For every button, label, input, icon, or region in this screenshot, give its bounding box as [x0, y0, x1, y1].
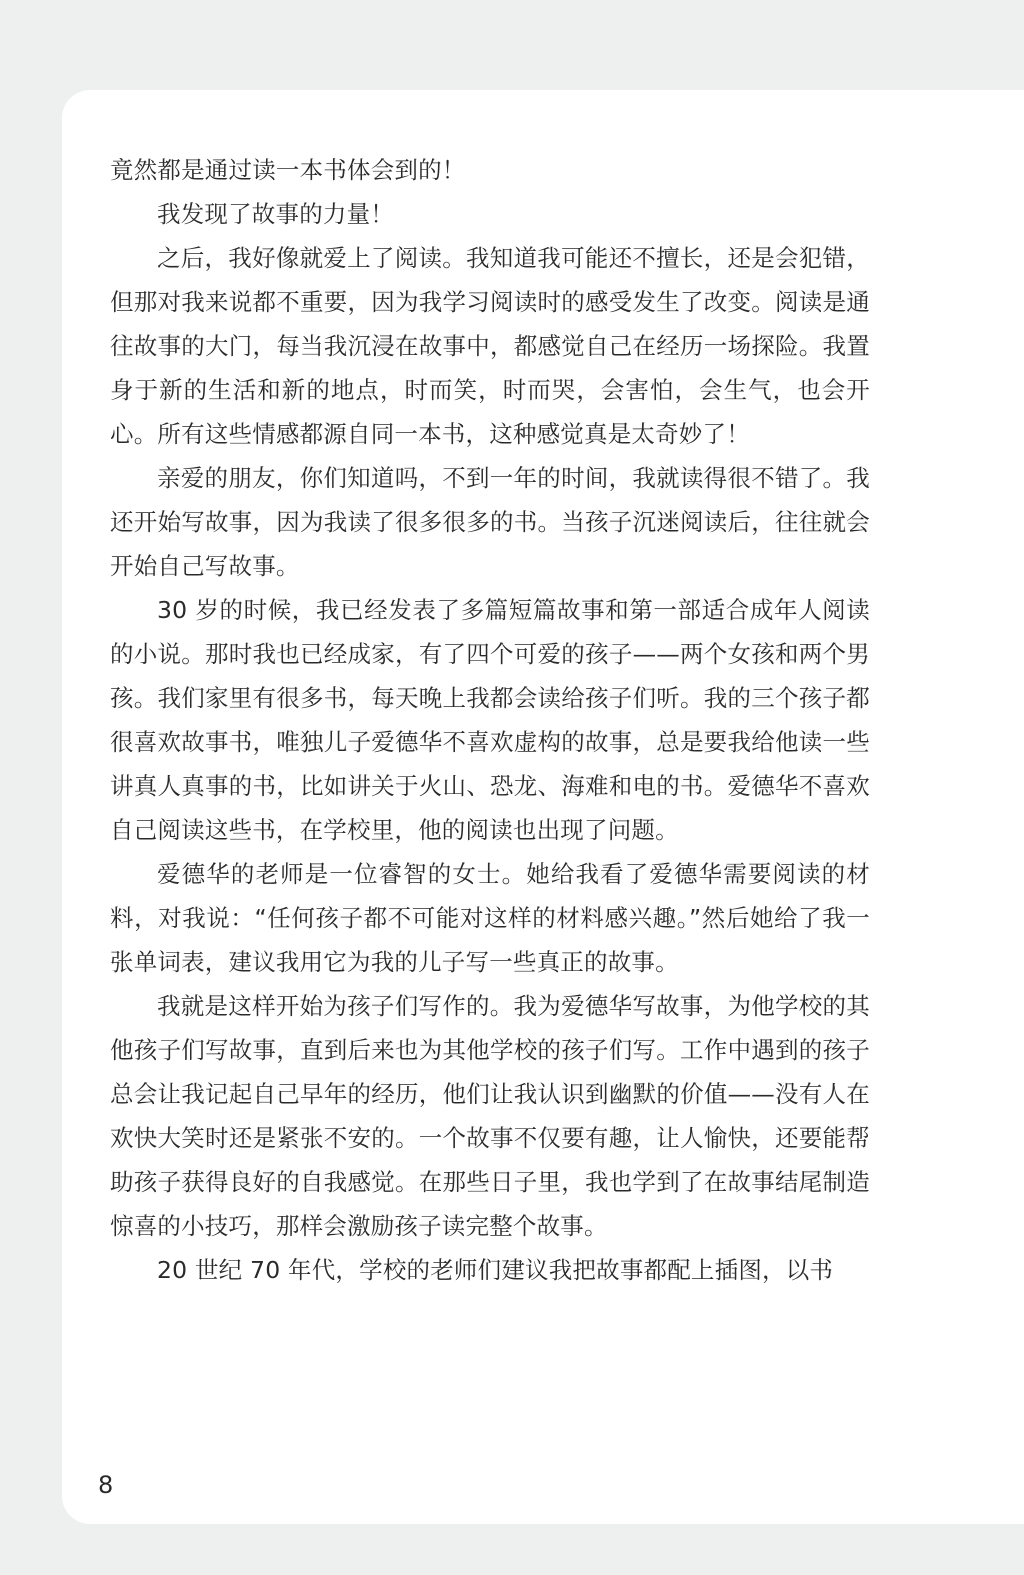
- body-text: [110, 148, 870, 1292]
- paragraph-6: 爱德华的老师是一位睿智的女士。她给我看了爱德华需要阅读的材料，对我说：“任何孩子都不可能对这样的材料感兴趣。”然后她给了我一张单词表，建议我用它为我的儿子写一些真正的故事。: [110, 860, 870, 976]
- paragraph-4: 亲爱的朋友，你们知道吗，不到一年的时间，我就读得很不错了。我还开始写故事，因为我读了很多很多的书。当孩子沉迷阅读后，往往就会开始自己写故事。: [110, 464, 870, 580]
- paragraph-3: 之后，我好像就爱上了阅读。我知道我可能还不擅长，还是会犯错，但那对我来说都不重要，因为我学习阅读时的感受发生了改变。阅读是通往故事的大门，每当我沉浸在故事中，都感觉自己在经历一场探险。我置身于新的生活和新的地点，时而笑，时而哭，会害怕，会生气，也会开心。所有这些情感都源自同一本书，这种感觉真是太奇妙了！: [110, 244, 870, 448]
- page-number: 8: [98, 1471, 114, 1499]
- paragraph-8: 20 世纪 70 年代，学校的老师们建议我把故事都配上插图，以书: [157, 1256, 834, 1284]
- paragraph-2: 我发现了故事的力量！: [157, 200, 394, 228]
- paragraph-5: 30 岁的时候，我已经发表了多篇短篇故事和第一部适合成年人阅读的小说。那时我也已经成家，有了四个可爱的孩子——两个女孩和两个男孩。我们家里有很多书，每天晚上我都会读给孩子们听。我的三个孩子都很喜欢故事书，唯独儿子爱德华不喜欢虚构的故事，总是要我给他读一些讲真人真事的书，比如讲关于火山、恐龙、海难和电的书。爱德华不喜欢自己阅读这些书，在学校里，他的阅读也出现了问题。: [110, 596, 870, 844]
- paragraph-1: 竟然都是通过读一本书体会到的！: [110, 156, 466, 184]
- paragraph-7: 我就是这样开始为孩子们写作的。我为爱德华写故事，为他学校的其他孩子们写故事，直到后来也为其他学校的孩子们写。工作中遇到的孩子总会让我记起自己早年的经历，他们让我认识到幽默的价值——没有人在欢快大笑时还是紧张不安的。一个故事不仅要有趣，让人愉快，还要能帮助孩子获得良好的自我感觉。在那些日子里，我也学到了在故事结尾制造惊喜的小技巧，那样会激励孩子读完整个故事。: [110, 992, 870, 1240]
